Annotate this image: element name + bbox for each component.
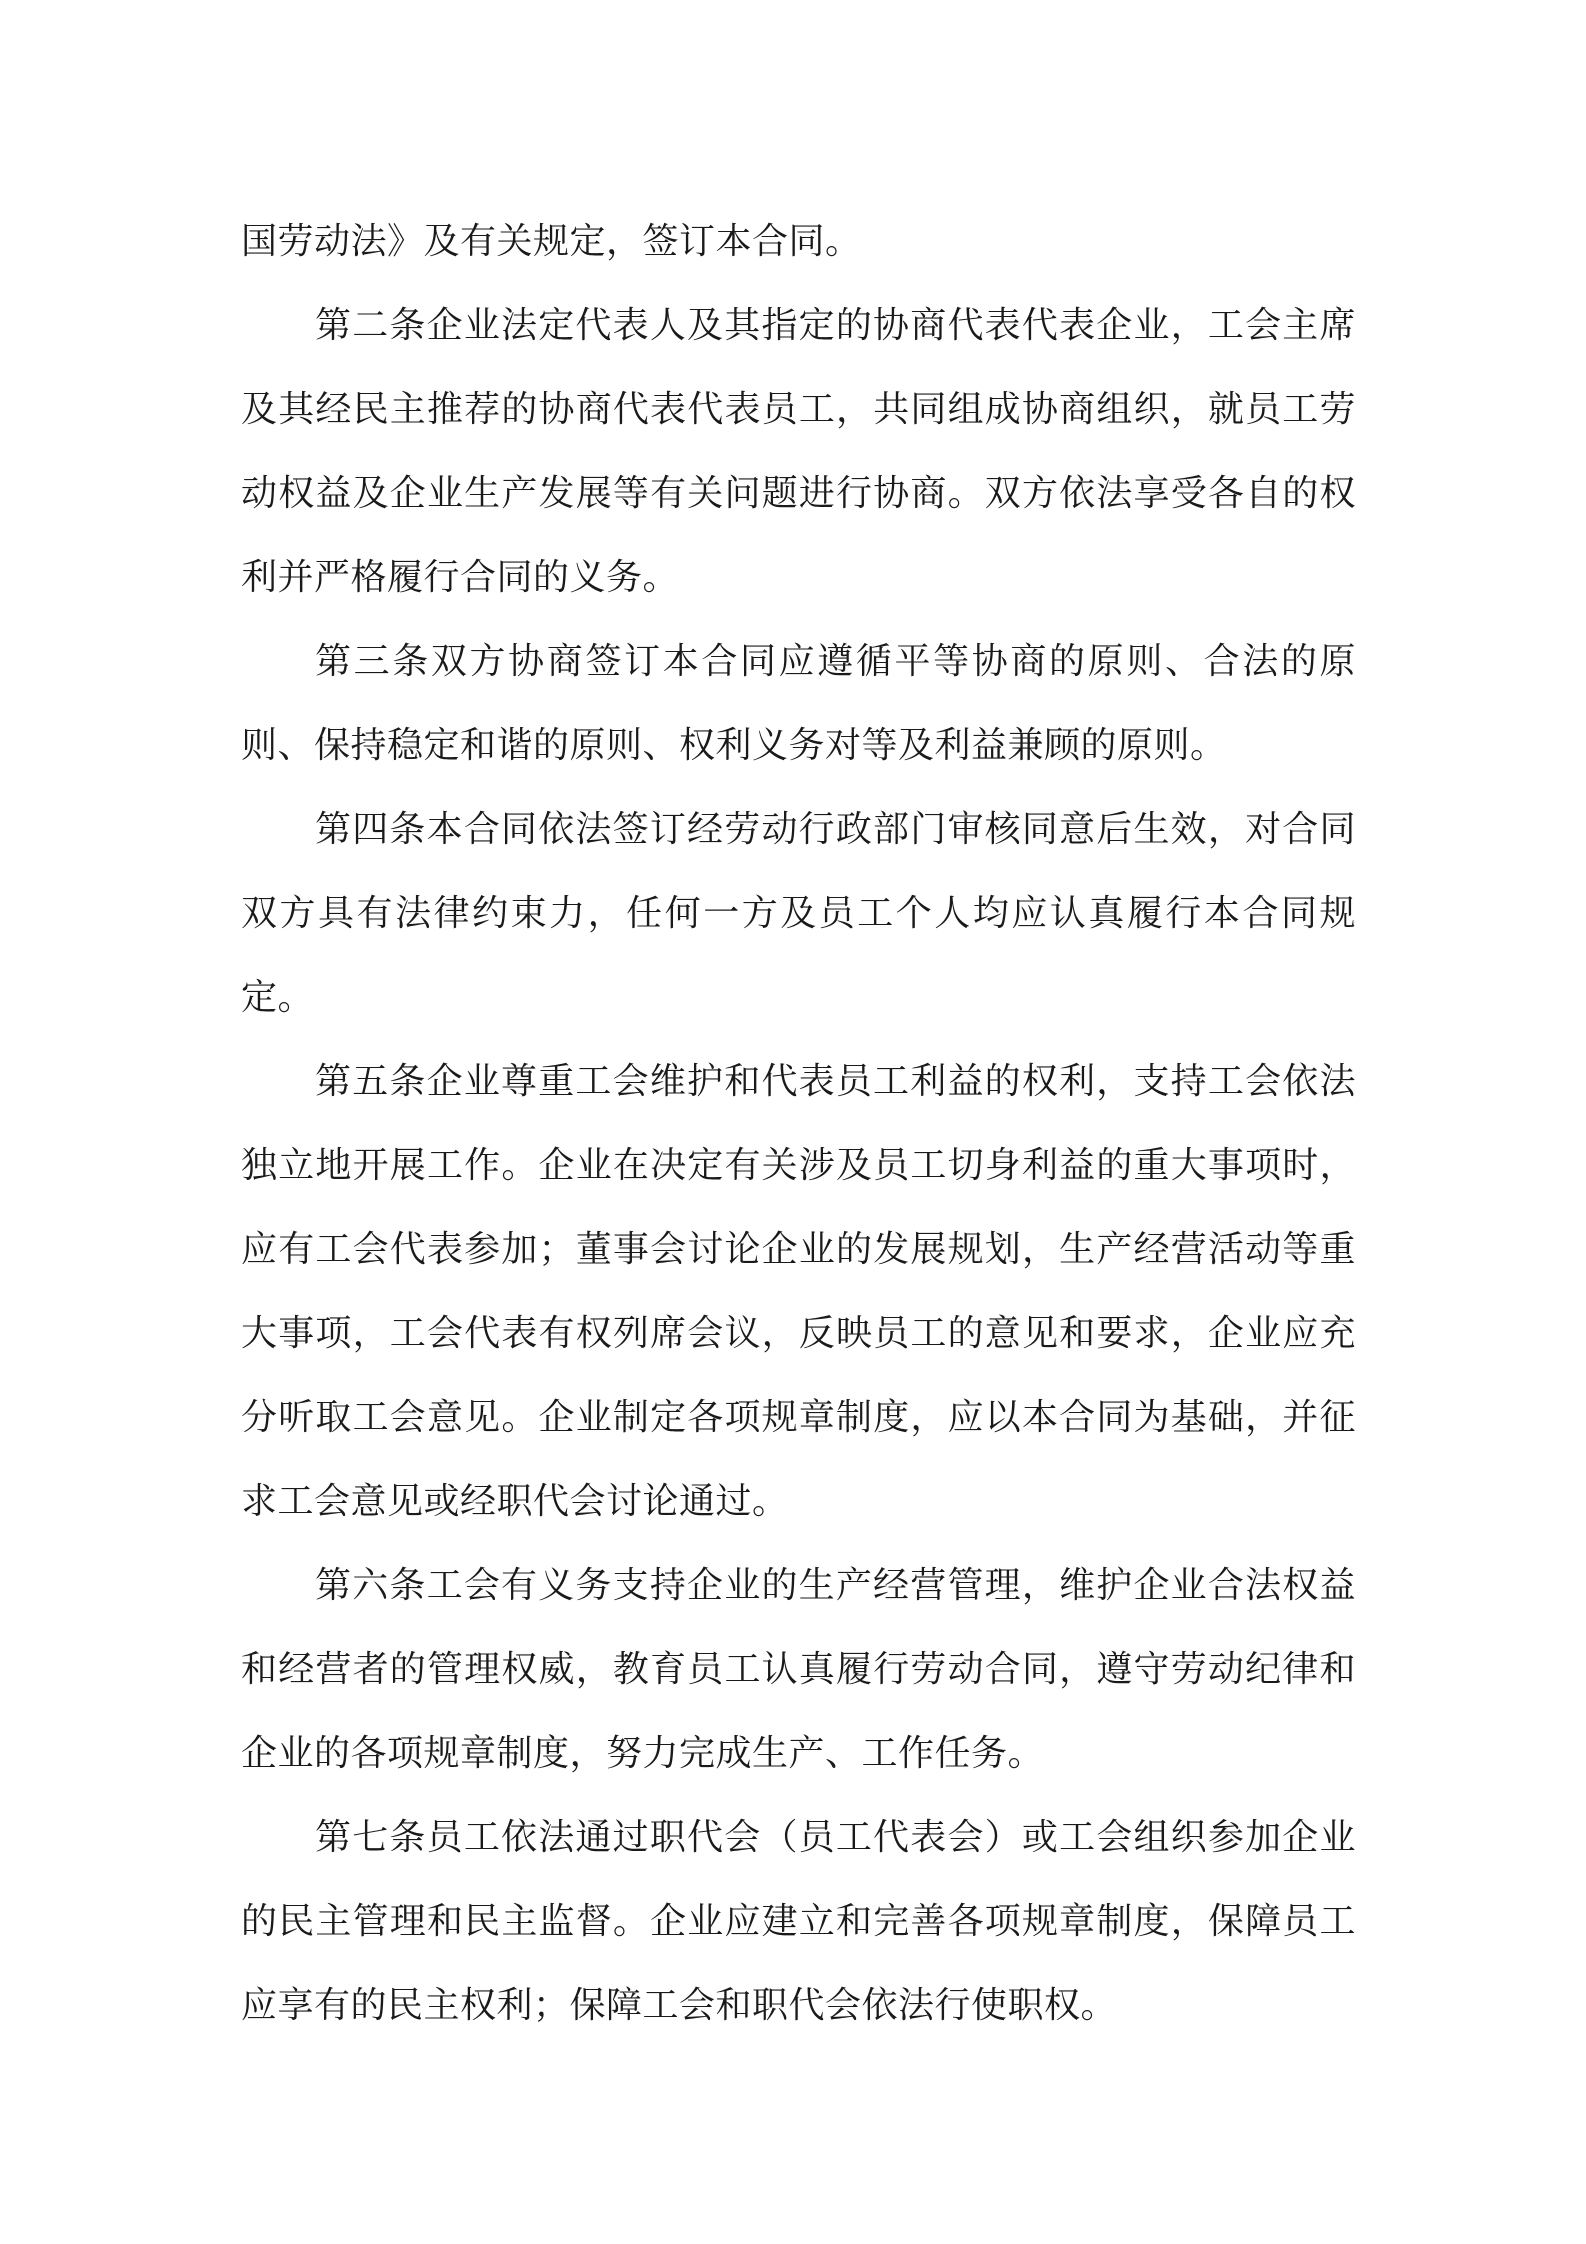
paragraph-article-5: 第五条企业尊重工会维护和代表员工利益的权利，支持工会依法独立地开展工作。企业在决定有关涉及员工切身利益的重大事项时，应有工会代表参加；董事会讨论企业的发展规划，生产经营活动等重大事项，工会代表有权列席会议，反映员工的意见和要求，企业应充分听取工会意见。企业制定各项规章制度，应以本合同为基础，并征求工会意见或经职代会讨论通过。: [241, 1061, 1356, 1522]
paragraph-continuation: 国劳动法》及有关规定，签订本合同。: [241, 221, 862, 262]
paragraph-article-6: 第六条工会有义务支持企业的生产经营管理，维护企业合法权益和经营者的管理权威，教育员工认真履行劳动合同，遵守劳动纪律和企业的各项规章制度，努力完成生产、工作任务。: [241, 1565, 1356, 1774]
paragraph-article-2: 第二条企业法定代表人及其指定的协商代表代表企业，工会主席及其经民主推荐的协商代表代表员工，共同组成协商组织，就员工劳动权益及企业生产发展等有关问题进行协商。双方依法享受各自的权利并严格履行合同的义务。: [241, 305, 1356, 598]
paragraph-article-3: 第三条双方协商签订本合同应遵循平等协商的原则、合法的原则、保持稳定和谐的原则、权利义务对等及利益兼顾的原则。: [241, 641, 1356, 766]
paragraph-article-4: 第四条本合同依法签订经劳动行政部门审核同意后生效，对合同双方具有法律约束力，任何一方及员工个人均应认真履行本合同规定。: [241, 809, 1356, 1018]
paragraph-article-7: 第七条员工依法通过职代会（员工代表会）或工会组织参加企业的民主管理和民主监督。企业应建立和完善各项规章制度，保障员工应享有的民主权利；保障工会和职代会依法行使职权。: [241, 1817, 1356, 2026]
document-body: [241, 200, 1356, 2048]
